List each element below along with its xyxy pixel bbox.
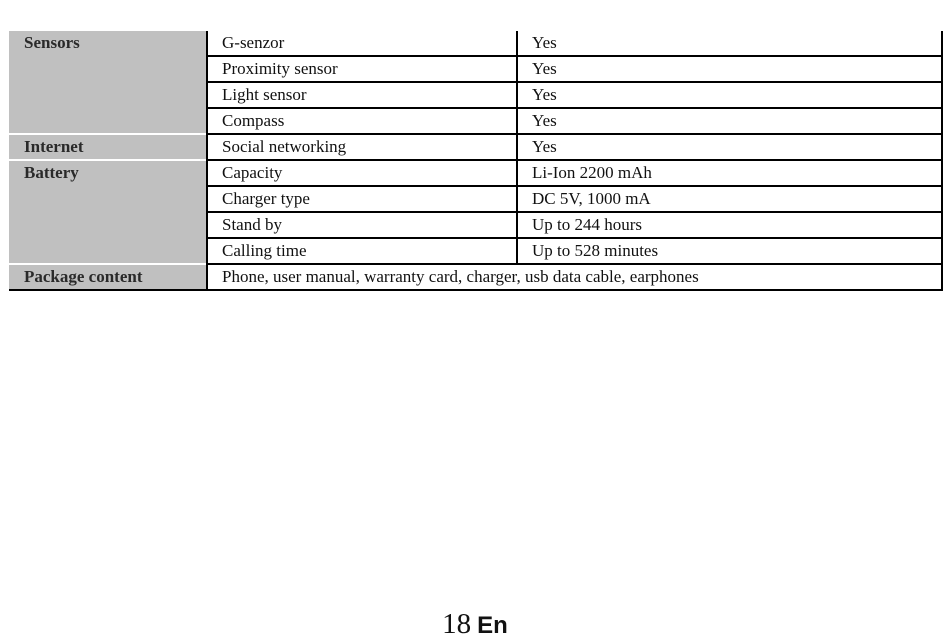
table-row — [9, 134, 942, 160]
table-row — [9, 212, 942, 238]
table-row — [9, 238, 942, 264]
category-label — [9, 82, 207, 108]
spec-table — [9, 31, 943, 291]
package-content-value: Phone, user manual, warranty card, charger, usb data cable, earphones — [207, 264, 942, 290]
feature-value: Yes — [517, 56, 942, 82]
table-row — [9, 56, 942, 82]
table-row — [9, 186, 942, 212]
category-label: Package content — [9, 264, 207, 290]
feature-value: Yes — [517, 31, 942, 56]
feature-label: Light sensor — [207, 82, 517, 108]
table-row — [9, 82, 942, 108]
category-label: Battery — [9, 160, 207, 186]
feature-value: Up to 244 hours — [517, 212, 942, 238]
table-row — [9, 264, 942, 290]
page-number: 18 — [442, 608, 472, 640]
feature-value: Yes — [517, 134, 942, 160]
feature-label: Capacity — [207, 160, 517, 186]
feature-label: Social networking — [207, 134, 517, 160]
category-label — [9, 108, 207, 134]
page-footer — [0, 608, 950, 641]
feature-label: Stand by — [207, 212, 517, 238]
table-row — [9, 31, 942, 56]
category-label: Sensors — [9, 31, 207, 56]
language-code: En — [477, 612, 508, 639]
category-label — [9, 212, 207, 238]
category-label: Internet — [9, 134, 207, 160]
feature-label: G-senzor — [207, 31, 517, 56]
feature-label: Proximity sensor — [207, 56, 517, 82]
feature-label: Calling time — [207, 238, 517, 264]
feature-label: Compass — [207, 108, 517, 134]
category-label — [9, 238, 207, 264]
feature-value: Up to 528 minutes — [517, 238, 942, 264]
table-row — [9, 160, 942, 186]
category-label — [9, 186, 207, 212]
category-label — [9, 56, 207, 82]
feature-value: Li-Ion 2200 mAh — [517, 160, 942, 186]
table-row — [9, 108, 942, 134]
feature-value: Yes — [517, 82, 942, 108]
feature-value: DC 5V, 1000 mA — [517, 186, 942, 212]
feature-value: Yes — [517, 108, 942, 134]
feature-label: Charger type — [207, 186, 517, 212]
